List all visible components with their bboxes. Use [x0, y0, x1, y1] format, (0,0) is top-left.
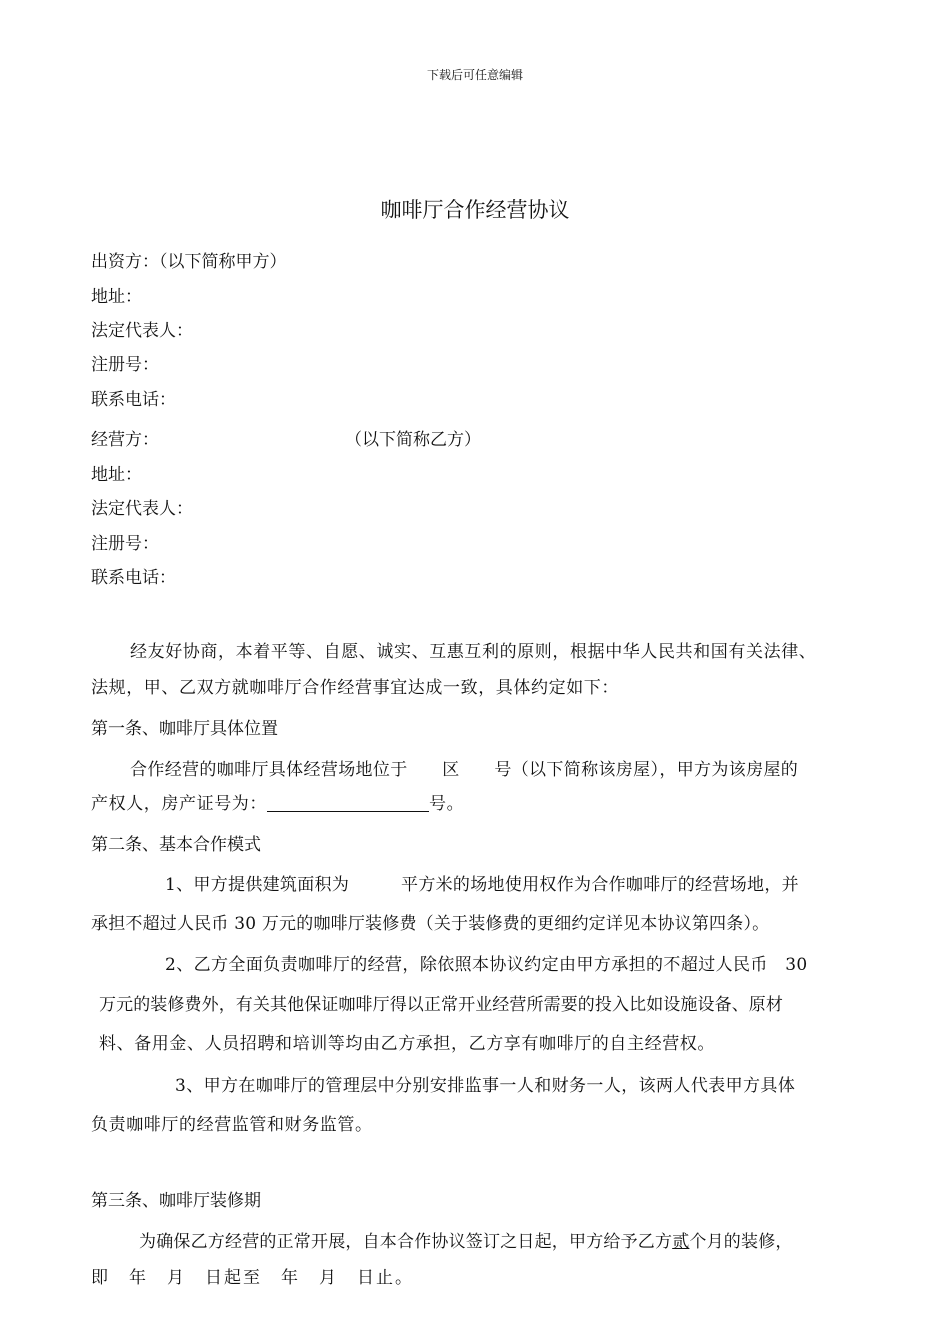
article-2-heading: 第二条、基本合作模式: [91, 835, 261, 855]
article-3-heading: 第三条、咖啡厅装修期: [91, 1191, 261, 1211]
article-2-p2-line-3: 料、备用金、人员招聘和培训等均由乙方承担，乙方享有咖啡厅的自主经营权。: [99, 1034, 715, 1054]
page-header-note: 下载后可任意编辑: [426, 68, 523, 82]
article-2-p1-line-1: 1、甲方提供建筑面积为 平方米的场地使用权作为合作咖啡厅的经营场地，并: [165, 875, 799, 895]
article-3-line-2: 即 年 月 日起至 年 月 日止。: [91, 1268, 414, 1288]
party-a-name-label: 出资方：（以下简称甲方）: [91, 252, 287, 272]
document-title: 咖啡厅合作经营协议: [380, 198, 570, 222]
article-2-p1-line-2: 承担不超过人民币 30 万元的咖啡厅装修费（关于装修费的更细约定详见本协议第四条）。: [91, 914, 770, 934]
party-b-address-label: 地址：: [91, 465, 142, 485]
intro-line-2: 法规，甲、乙双方就咖啡厅合作经营事宜达成一致，具体约定如下：: [91, 678, 619, 698]
deed-number-suffix: 号。: [429, 794, 465, 814]
article-1-line-2: [91, 789, 464, 814]
article-3-line-1: [139, 1227, 793, 1252]
article-2-p3-line-1: 3、甲方在咖啡厅的管理层中分别安排监事一人和财务一人，该两人代表甲方具体: [175, 1076, 796, 1096]
party-a-address-label: 地址：: [91, 287, 142, 307]
party-a-rep-label: 法定代表人：: [91, 321, 193, 341]
renovation-period-suffix: 个月的装修，: [689, 1232, 793, 1252]
party-b-phone-label: 联系电话：: [91, 568, 176, 588]
deed-number-label: 产权人，房产证号为：: [91, 794, 267, 814]
party-b-rep-label: 法定代表人：: [91, 499, 193, 519]
party-b-name-label: 经营方：: [91, 430, 159, 450]
article-2-p3-line-2: 负责咖啡厅的经营监管和财务监管。: [91, 1115, 373, 1135]
party-b-alias: （以下简称乙方）: [345, 430, 481, 450]
party-b-reg-label: 注册号：: [91, 534, 159, 554]
party-a-phone-label: 联系电话：: [91, 390, 176, 410]
party-a-reg-label: 注册号：: [91, 355, 159, 375]
article-2-p2-line-2: 万元的装修费外，有关其他保证咖啡厅得以正常开业经营所需要的投入比如设施设备、原材: [99, 995, 783, 1015]
deed-number-blank: [267, 794, 429, 812]
renovation-months-value: 贰: [672, 1232, 690, 1252]
renovation-period-text: 为确保乙方经营的正常开展，自本合作协议签订之日起，甲方给予乙方: [139, 1232, 673, 1252]
article-2-p2-line-1: 2、乙方全面负责咖啡厅的经营，除依照本协议约定由甲方承担的不超过人民币 30: [165, 955, 808, 975]
article-1-line-1: 合作经营的咖啡厅具体经营场地位于 区 号（以下简称该房屋），甲方为该房屋的: [130, 760, 799, 780]
intro-line-1: 经友好协商，本着平等、自愿、诚实、互惠互利的原则，根据中华人民共和国有关法律、: [130, 642, 817, 662]
article-1-heading: 第一条、咖啡厅具体位置: [91, 719, 278, 739]
